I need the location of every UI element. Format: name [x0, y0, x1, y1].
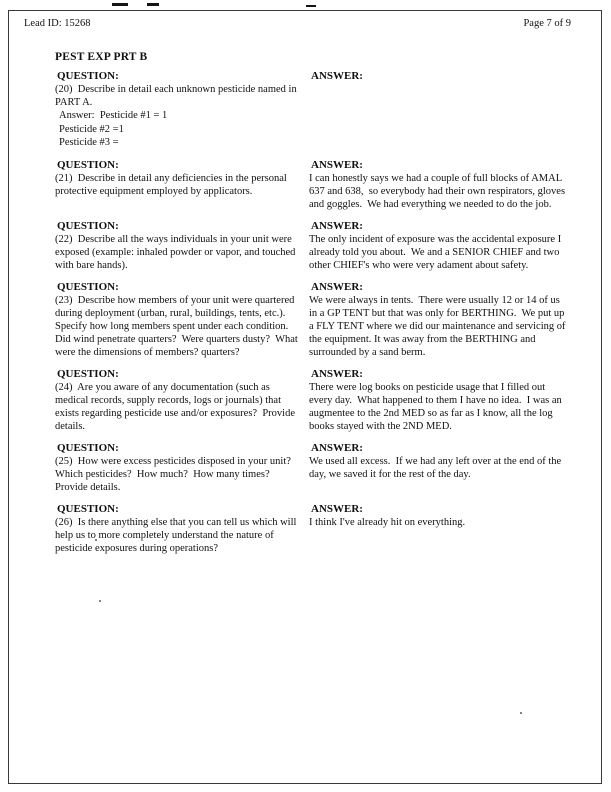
answer-column: [309, 159, 567, 211]
question-label: QUESTION:: [57, 281, 119, 294]
question-column: [55, 503, 301, 555]
question-label: QUESTION:: [57, 70, 119, 82]
answer-column: [309, 220, 567, 272]
answer-label: ANSWER:: [311, 368, 363, 381]
answer-text: The only incident of exposure was the accidental exposure I already told you about. We and a SENIOR CHIEF and two other CHIEF's who were very adament about safety.: [309, 234, 564, 272]
question-text: (22) Describe all the ways individuals in your unit were exposed (example: inhaled powder or vapor, and touched with bare hands).: [55, 234, 299, 272]
answer-text: There were log books on pesticide usage that I filled out every day. What happened to them I have no idea. I was an augmentee to the 2nd MED so as far as I know, all the log books stayed with the 2ND MED.: [309, 382, 565, 433]
lead-id: Lead ID: 15268: [24, 18, 91, 29]
question-label: QUESTION:: [57, 220, 119, 232]
question-column: [55, 220, 301, 272]
answer-column: [309, 503, 567, 555]
qa-block-25: [55, 442, 567, 494]
question-text: (26) Is there anything else that you can tell us which will help us to more completely understand the nature of pesticide exposures during operations?: [55, 517, 300, 555]
question-text: (23) Describe how members of your unit were quartered during deployment (urban, rural, buildings, tents, etc.). Specify how long members spent under each condition. Did wind penetrate quarters? Were quarters dusty? What were the dimensions of members? quarters?: [55, 295, 301, 359]
answer-text: I think I've already hit on everything.: [309, 517, 466, 529]
question-column: [55, 281, 301, 359]
answer-label: ANSWER:: [311, 70, 363, 82]
question-column: [55, 368, 301, 433]
document-title: PEST EXP PRT B: [55, 51, 148, 63]
inline-answer-line: Pesticide #3 =: [59, 137, 119, 149]
question-text: (21) Describe in detail any deficiencies in the personal protective equipment employed by applicators.: [55, 172, 290, 197]
question-text: (20) Describe in detail each unknown pesticide named in PART A.: [55, 84, 300, 109]
qa-block-20: [55, 70, 567, 150]
question-text: (25) How were excess pesticides disposed in your unit? Which pesticides? How much? How many times? Provide details.: [55, 456, 294, 494]
question-label: QUESTION:: [57, 503, 119, 516]
answer-column: [309, 70, 567, 150]
qa-block-22: [55, 220, 567, 272]
answer-column: [309, 281, 567, 359]
qa-block-24: [55, 368, 567, 433]
inline-answer-line: Answer: Pesticide #1 = 1: [59, 110, 168, 122]
answer-text: We used all excess. If we had any left over at the end of the day, we saved it for the rest of the day.: [309, 456, 564, 481]
answer-label: ANSWER:: [311, 220, 363, 232]
answer-text: We were always in tents. There were usually 12 or 14 of us in a GP TENT but that was only for BERTHING. We put up a FLY TENT where we did our maintenance and servicing of the equipment. It was away from the BERTHING and surrounded by a sand berm.: [309, 295, 569, 359]
question-label: QUESTION:: [57, 442, 119, 455]
question-label: QUESTION:: [57, 158, 119, 171]
question-column: [55, 442, 301, 494]
answer-label: ANSWER:: [311, 442, 363, 455]
question-column: [55, 70, 301, 150]
answer-column: [309, 368, 567, 433]
answer-text: I can honestly says we had a couple of full blocks of AMAL 637 and 638, so everybody had their own respirators, gloves and goggles. We had everything we needed to do the job.: [309, 172, 568, 210]
answer-label: ANSWER:: [311, 281, 363, 294]
qa-block-21: [55, 159, 567, 211]
qa-block-26: [55, 503, 567, 555]
answer-label: ANSWER:: [311, 158, 363, 171]
answer-label: ANSWER:: [311, 503, 363, 516]
question-label: QUESTION:: [57, 368, 119, 381]
question-column: [55, 159, 301, 211]
qa-block-23: [55, 281, 567, 359]
scan-artifact: [99, 600, 101, 602]
question-text: (24) Are you aware of any documentation (such as medical records, supply records, logs or journals) that exists regarding pesticide use and/or exposures? Provide details.: [55, 382, 298, 433]
document-header: [0, 0, 611, 29]
answer-column: [309, 442, 567, 494]
scan-artifact: [520, 712, 522, 714]
page-number: Page 7 of 9: [523, 18, 571, 29]
document-body: [0, 29, 611, 555]
inline-answer-line: Pesticide #2 =1: [59, 123, 124, 135]
